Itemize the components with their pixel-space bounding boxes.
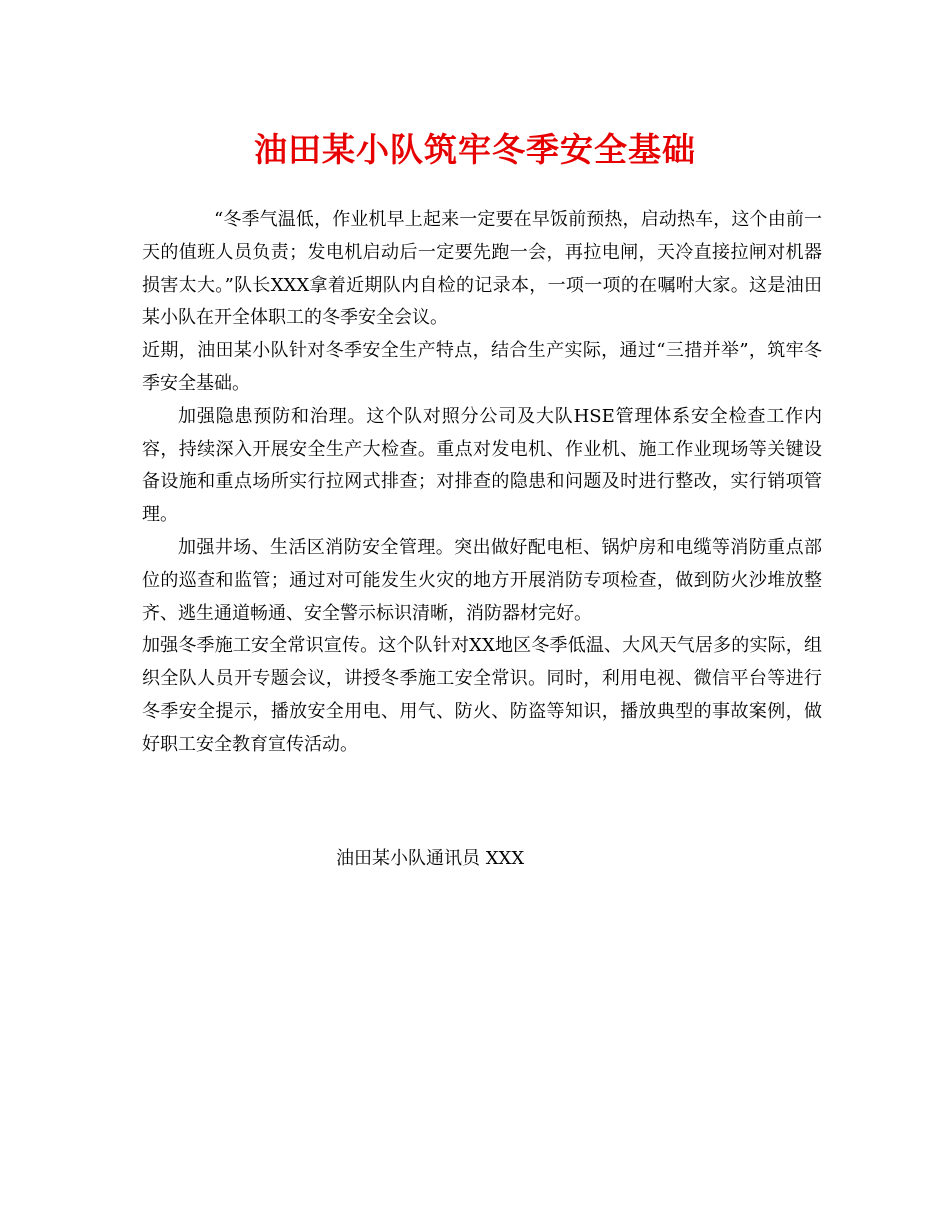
document-body [142, 204, 822, 762]
paragraph-fire-safety: 加强井场、生活区消防安全管理。突出做好配电柜、锅炉房和电缆等消防重点部位的巡查和监管；通过对可能发生火灾的地方开展消防专项检查，做到防火沙堆放整齐、逃生通道畅通、安全警示标识清晰，消防器材完好。 [142, 536, 822, 624]
paragraph-quote: “冬季气温低，作业机早上起来一定要在早饭前预热，启动热车，这个由前一天的值班人员负责；发电机启动后一定要先跑一会，再拉电闸，天冷直接拉闸对机器损害太大。”队长XXX拿着近期队内自检的记录本，一项一项的在嘱咐大家。这是油田某小队在开全体职工的冬季安全会议。 [142, 209, 822, 329]
paragraph-safety-publicity: 加强冬季施工安全常识宣传。这个队针对XX地区冬季低温、大风天气居多的实际，组织全队人员开专题会议，讲授冬季施工安全常识。同时，利用电视、微信平台等进行冬季安全提示，播放安全用电、用气、防火、防盗等知识，播放典型的事故案例，做好职工安全教育宣传活动。 [142, 635, 822, 755]
author-signature: 油田某小队通讯员 XXX [336, 848, 525, 869]
paragraph-hazard-prevention: 加强隐患预防和治理。这个队对照分公司及大队HSE管理体系安全检查工作内容，持续深入开展安全生产大检查。重点对发电机、作业机、施工作业现场等关键设备设施和重点场所实行拉网式排查；对排查的隐患和问题及时进行整改，实行销项管理。 [142, 405, 822, 526]
paragraph-intro: 近期，油田某小队针对冬季安全生产特点，结合生产实际，通过“三措并举”，筑牢冬季安全基础。 [142, 340, 822, 394]
document-title: 油田某小队筑牢冬季安全基础 [254, 130, 696, 169]
